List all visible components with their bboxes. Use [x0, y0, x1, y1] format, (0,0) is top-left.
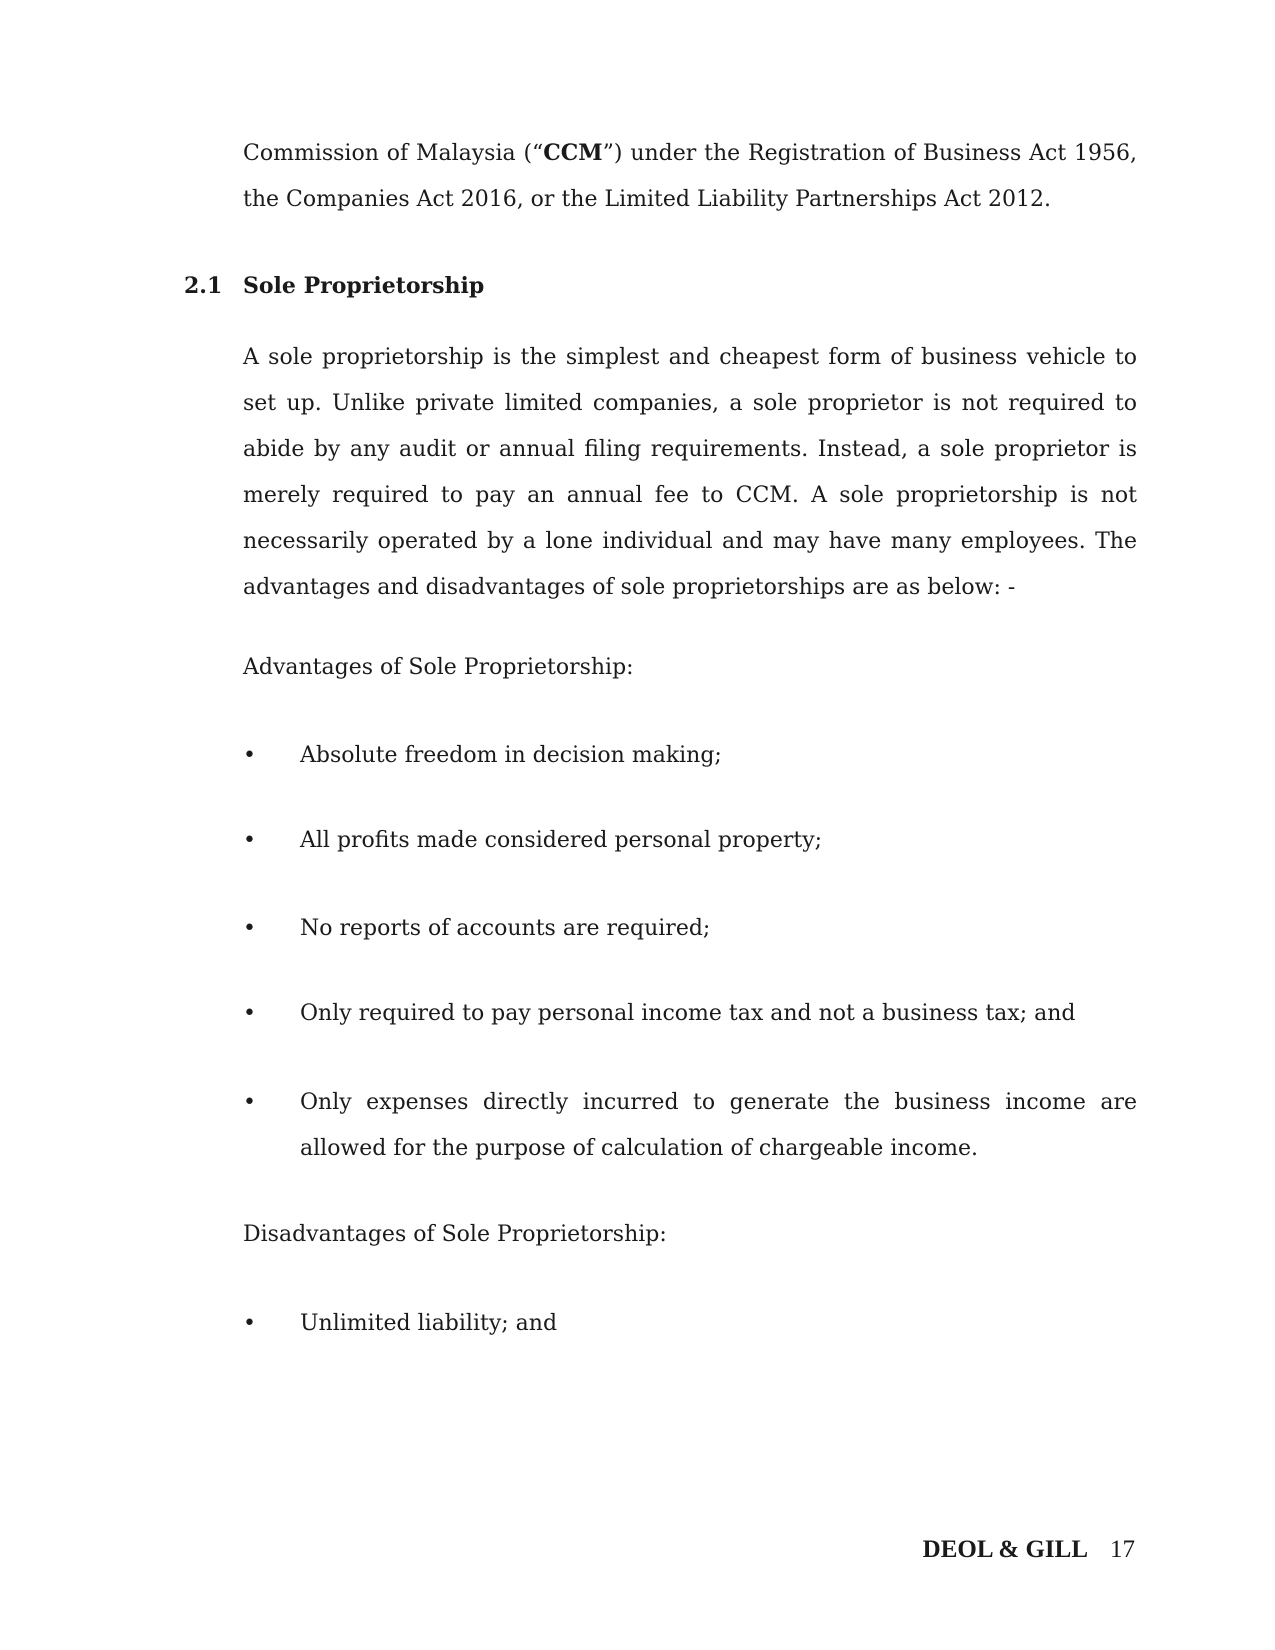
disadvantage-item-text: Unlimited liability; and	[300, 1311, 558, 1336]
disadvantages-heading: Disadvantages of Sole Proprietorship:	[243, 1222, 667, 1247]
bullet-icon: •	[243, 1001, 256, 1026]
section-body: A sole proprietorship is the simplest and cheapest form of business vehicle to set up. Unlike private limited companies, a sole proprietor is not required to abide by any audit or annual filing requirements. Instead, a sole proprietor is merely required to pay an annual fee to CCM. A sole proprietorship is not necessarily operated by a lone individual and may have many employees. The advantages and disadvantages of sole proprietorships are as below: -	[243, 345, 1137, 600]
advantages-heading: Advantages of Sole Proprietorship:	[243, 655, 634, 680]
bullet-icon: •	[243, 1311, 256, 1336]
bullet-icon: •	[243, 1090, 256, 1115]
intro-paragraph	[243, 130, 1137, 223]
advantage-item-text: No reports of accounts are required;	[300, 916, 711, 941]
bullet-icon: •	[243, 828, 256, 853]
intro-text-start: Commission of Malaysia (“	[243, 141, 544, 166]
advantage-item-text: All profits made considered personal property;	[300, 828, 823, 853]
advantage-item-text: Only required to pay personal income tax and not a business tax; and	[300, 1001, 1076, 1026]
page-number: 17	[1110, 1536, 1135, 1563]
ccm-abbreviation: CCM	[543, 140, 603, 166]
intro-text-end: ”) under the Registration of Business Act 1956, the Companies Act 2016, or the Limited Liability Partnerships Act 2012.	[243, 141, 1137, 212]
advantage-item-text: Absolute freedom in decision making;	[300, 743, 722, 768]
bullet-icon: •	[243, 743, 256, 768]
footer-brand: DEOL & GILL	[922, 1536, 1088, 1563]
bullet-icon: •	[243, 916, 256, 941]
advantage-item-text: Only expenses directly incurred to generate the business income are allowed for the purpose of calculation of chargeable income.	[300, 1090, 1137, 1161]
section-title: Sole Proprietorship	[243, 273, 485, 299]
section-number: 2.1	[184, 273, 223, 299]
